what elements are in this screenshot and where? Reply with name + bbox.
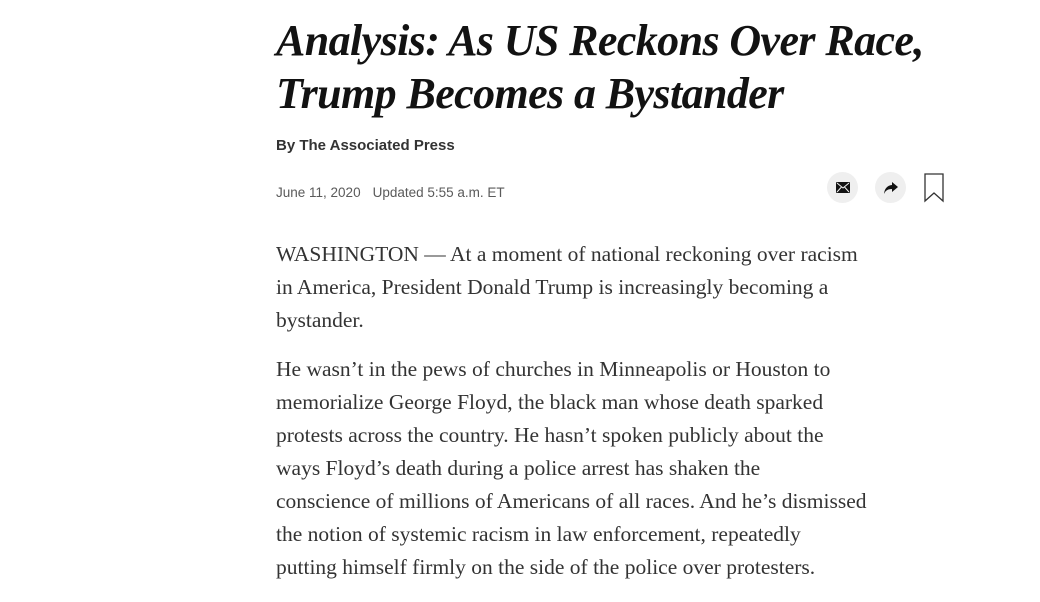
share-arrow-icon [883,181,899,195]
text-line: memorialize George Floyd, the black man whose death sparked [276,390,824,414]
article-body [276,238,966,600]
text-line: protests across the country. He hasn’t spoken publicly about the [276,423,824,447]
text-line: ways Floyd’s death during a police arrest has shaken the [276,456,761,480]
dateline [276,185,505,200]
headline [276,14,976,120]
text-line: bystander. [276,308,364,332]
text-line: conscience of millions of Americans of all races. And he’s dismissed [276,489,867,513]
paragraph [276,238,966,337]
share-tools [827,172,945,203]
publish-date: June 11, 2020 [276,185,361,200]
updated-time: Updated 5:55 a.m. ET [372,185,505,200]
text-line: the notion of systemic racism in law enforcement, repeatedly [276,522,801,546]
text-line: WASHINGTON — At a moment of national reckoning over racism [276,242,858,266]
text-line: in America, President Donald Trump is increasingly becoming a [276,275,829,299]
text-line: putting himself firmly on the side of the police over protesters. [276,555,816,579]
save-button[interactable] [923,173,945,203]
share-button[interactable] [875,172,906,203]
headline-line: Trump Becomes a Bystander [276,69,784,118]
envelope-icon [836,182,850,193]
email-button[interactable] [827,172,858,203]
text-line: He wasn’t in the pews of churches in Minneapolis or Houston to [276,357,831,381]
bookmark-icon [924,173,944,203]
headline-line: Analysis: As US Reckons Over Race, [276,16,924,65]
paragraph [276,353,966,584]
byline: By The Associated Press [276,137,455,154]
